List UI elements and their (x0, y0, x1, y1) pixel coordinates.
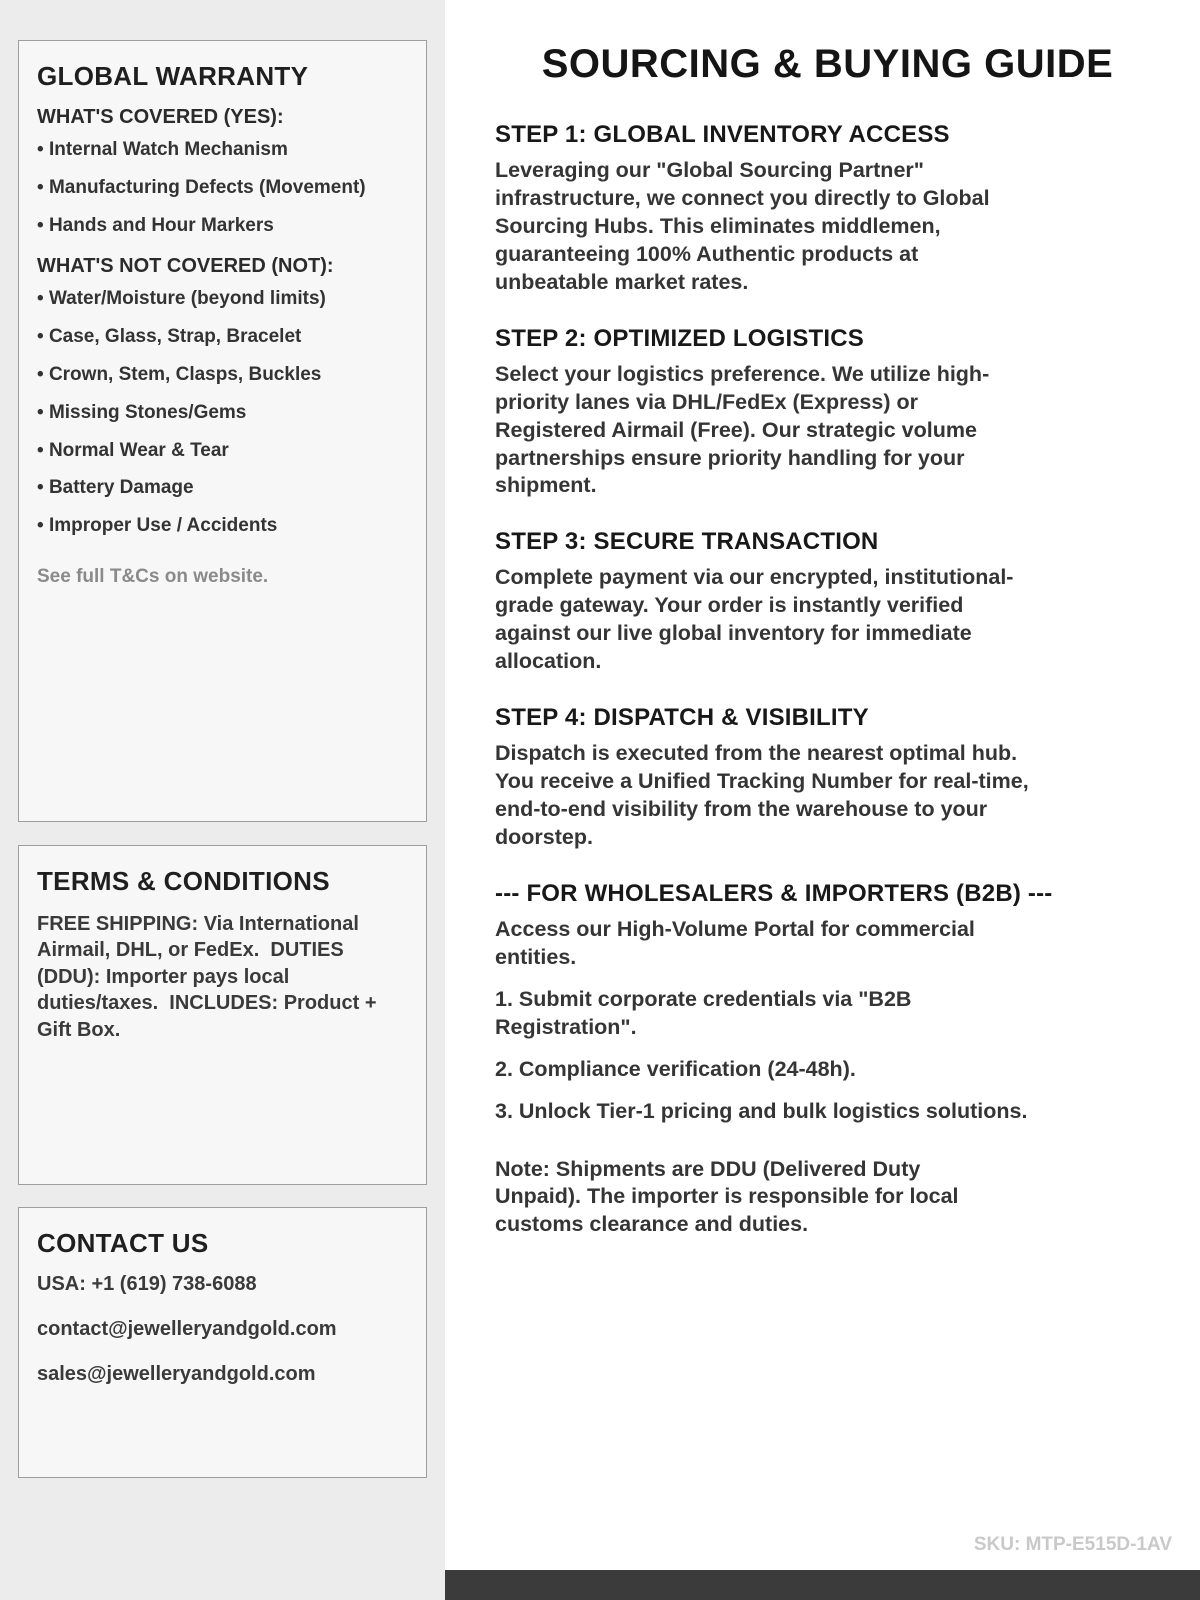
step-4-section (495, 704, 1160, 852)
warranty-footnote: See full T&Cs on website. (37, 565, 269, 587)
step-1-section (495, 121, 1160, 297)
list-item: • Case, Glass, Strap, Bracelet (37, 326, 408, 349)
step-4-heading: STEP 4: DISPATCH & VISIBILITY (495, 704, 869, 732)
b2b-heading: --- FOR WHOLESALERS & IMPORTERS (B2B) --- (495, 879, 1053, 907)
step-1-body: Leveraging our "Global Sourcing Partner" infrastructure, we connect you directly to Global Sourcing Hubs. This eliminates middlemen, guaranteeing 100% Authentic products at unbeatable market rates. (495, 158, 990, 294)
step-3-body: Complete payment via our encrypted, institutional-grade gateway. Your order is instantly verified against our live global inventory for immediate allocation. (495, 565, 1014, 674)
ddu-note: Note: Shipments are DDU (Delivered Duty Unpaid). The importer is responsible for local customs clearance and duties. (495, 1156, 959, 1237)
step-4-body: Dispatch is executed from the nearest optimal hub. You receive a Unified Tracking Number for real-time, end-to-end visibility from the warehouse to your doorstep. (495, 741, 1029, 849)
terms-box (18, 845, 427, 1185)
list-item: • Battery Damage (37, 477, 408, 500)
step-3-section (495, 528, 1160, 676)
not-covered-list (37, 288, 408, 538)
list-item: • Normal Wear & Tear (37, 440, 408, 463)
list-item: • Crown, Stem, Clasps, Buckles (37, 364, 408, 387)
step-3-heading: STEP 3: SECURE TRANSACTION (495, 528, 879, 556)
b2b-item: 2. Compliance verification (24-48h). (495, 1056, 856, 1081)
b2b-intro: Access our High-Volume Portal for commercial entities. (495, 916, 975, 969)
bottom-bar (445, 1570, 1200, 1600)
list-item: • Missing Stones/Gems (37, 402, 408, 425)
sku-label: SKU: MTP-E515D-1AV (973, 1534, 1172, 1555)
warranty-box (18, 40, 427, 822)
step-1-heading: STEP 1: GLOBAL INVENTORY ACCESS (495, 121, 950, 148)
list-item: • Improper Use / Accidents (37, 515, 408, 538)
b2b-section (495, 880, 1160, 1126)
sidebar (0, 0, 445, 1600)
step-2-body: Select your logistics preference. We utilize high-priority lanes via DHL/FedEx (Express) or Registered Airmail (Free). Our strategic volume partnerships ensure priority handling for your shipment. (495, 361, 990, 498)
terms-body: FREE SHIPPING: Via International Airmail, DHL, or FedEx. DUTIES (DDU): Importer pays local duties/taxes. INCLUDES: Product + Gift Box. (37, 913, 383, 1041)
list-item: • Water/Moisture (beyond limits) (37, 288, 408, 311)
covered-title: WHAT'S COVERED (YES): (37, 106, 284, 128)
contact-box (18, 1207, 427, 1478)
list-item: • Manufacturing Defects (Movement) (37, 177, 408, 200)
contact-phone: USA: +1 (619) 738-6088 (37, 1273, 257, 1295)
page-title: SOURCING & BUYING GUIDE (541, 42, 1114, 86)
terms-title: TERMS & CONDITIONS (37, 866, 330, 896)
warranty-title: GLOBAL WARRANTY (37, 61, 309, 91)
not-covered-title: WHAT'S NOT COVERED (NOT): (37, 255, 334, 278)
sales-email: sales@jewelleryandgold.com (37, 1363, 316, 1385)
b2b-item: 3. Unlock Tier-1 pricing and bulk logistics solutions. (495, 1098, 1028, 1123)
covered-list (37, 139, 408, 237)
contact-title: CONTACT US (37, 1228, 209, 1258)
step-2-heading: STEP 2: OPTIMIZED LOGISTICS (495, 324, 864, 352)
main-content (445, 0, 1200, 1600)
b2b-item: 1. Submit corporate credentials via "B2B Registration". (495, 986, 912, 1039)
contact-email: contact@jewelleryandgold.com (37, 1318, 337, 1340)
step-2-section (495, 325, 1160, 501)
list-item: • Hands and Hour Markers (37, 215, 408, 238)
list-item: • Internal Watch Mechanism (37, 139, 408, 162)
